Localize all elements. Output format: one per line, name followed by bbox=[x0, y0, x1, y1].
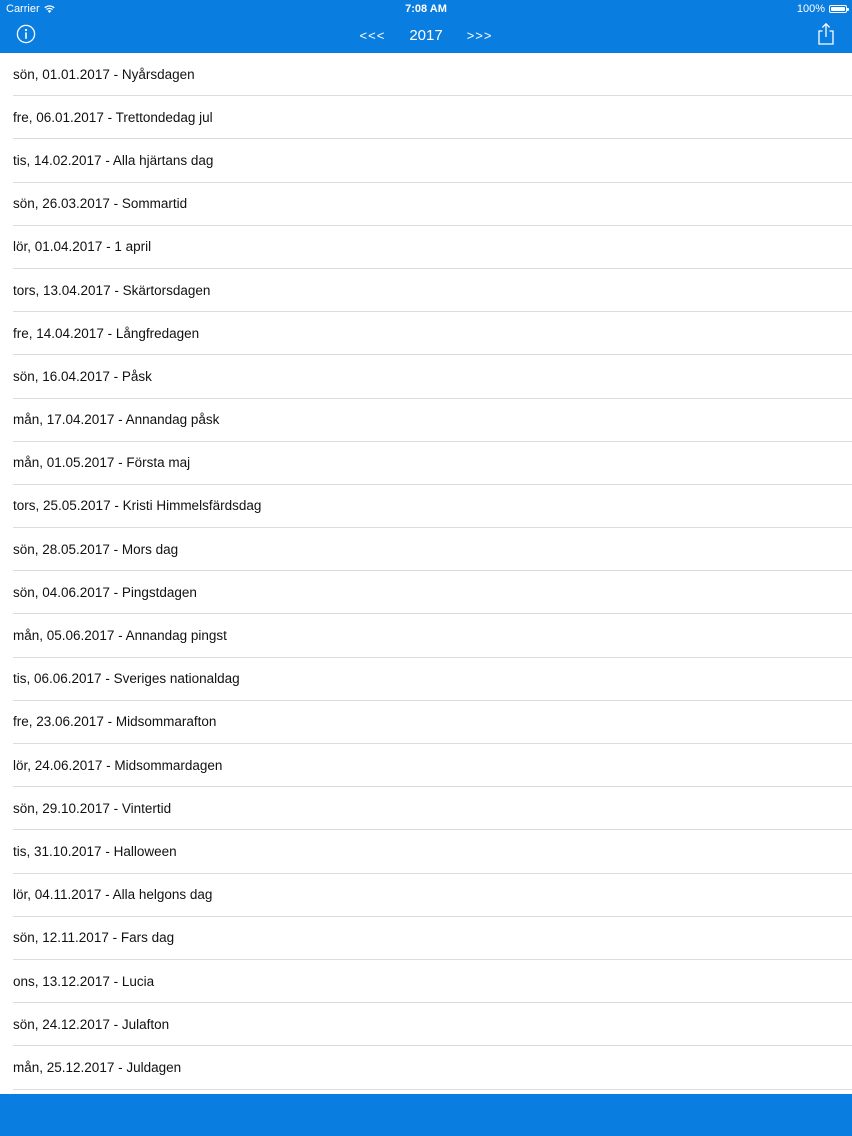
holiday-row[interactable]: mån, 17.04.2017 - Annandag påsk bbox=[13, 399, 852, 442]
holiday-row[interactable]: tors, 25.05.2017 - Kristi Himmelsfärdsdag bbox=[13, 485, 852, 528]
holiday-list bbox=[0, 53, 852, 1094]
holiday-row[interactable]: sön, 29.10.2017 - Vintertid bbox=[13, 787, 852, 830]
bottom-bar bbox=[0, 1094, 852, 1136]
top-bar bbox=[0, 0, 852, 53]
holiday-row[interactable]: lör, 24.06.2017 - Midsommardagen bbox=[13, 744, 852, 787]
next-year-button[interactable]: >>> bbox=[466, 28, 493, 43]
previous-year-button[interactable]: <<< bbox=[359, 28, 386, 43]
holiday-row[interactable]: sön, 24.12.2017 - Julafton bbox=[13, 1003, 852, 1046]
holiday-row[interactable]: fre, 23.06.2017 - Midsommarafton bbox=[13, 701, 852, 744]
holiday-row[interactable]: tis, 06.06.2017 - Sveriges nationaldag bbox=[13, 658, 852, 701]
holiday-row[interactable]: fre, 14.04.2017 - Långfredagen bbox=[13, 312, 852, 355]
holiday-row[interactable]: mån, 01.05.2017 - Första maj bbox=[13, 442, 852, 485]
navigation-bar bbox=[0, 18, 852, 53]
share-icon[interactable] bbox=[816, 22, 836, 46]
holiday-row[interactable]: mån, 05.06.2017 - Annandag pingst bbox=[13, 614, 852, 657]
holiday-row[interactable]: sön, 12.11.2017 - Fars dag bbox=[13, 917, 852, 960]
status-bar bbox=[0, 0, 852, 18]
holiday-row[interactable]: mån, 25.12.2017 - Juldagen bbox=[13, 1046, 852, 1089]
holiday-row[interactable]: ons, 13.12.2017 - Lucia bbox=[13, 960, 852, 1003]
status-time: 7:08 AM bbox=[405, 3, 447, 15]
holiday-row[interactable]: lör, 01.04.2017 - 1 april bbox=[13, 226, 852, 269]
holiday-row[interactable]: fre, 06.01.2017 - Trettondedag jul bbox=[13, 96, 852, 139]
holiday-row[interactable]: sön, 04.06.2017 - Pingstdagen bbox=[13, 571, 852, 614]
holiday-row[interactable]: tis, 31.10.2017 - Halloween bbox=[13, 830, 852, 873]
holiday-row[interactable]: sön, 01.01.2017 - Nyårsdagen bbox=[13, 53, 852, 96]
holiday-row[interactable]: sön, 26.03.2017 - Sommartid bbox=[13, 183, 852, 226]
holiday-row[interactable]: sön, 16.04.2017 - Påsk bbox=[13, 355, 852, 398]
holiday-row[interactable]: sön, 28.05.2017 - Mors dag bbox=[13, 528, 852, 571]
battery-percent: 100% bbox=[796, 3, 825, 15]
holiday-row[interactable]: tis, 14.02.2017 - Alla hjärtans dag bbox=[13, 139, 852, 182]
carrier-label: Carrier bbox=[6, 3, 40, 15]
battery-icon bbox=[829, 5, 847, 13]
year-title: 2017 bbox=[409, 27, 443, 44]
year-selector bbox=[0, 18, 852, 53]
battery-indicator bbox=[797, 0, 847, 18]
holiday-row[interactable]: tors, 13.04.2017 - Skärtorsdagen bbox=[13, 269, 852, 312]
holiday-row[interactable]: lör, 04.11.2017 - Alla helgons dag bbox=[13, 874, 852, 917]
